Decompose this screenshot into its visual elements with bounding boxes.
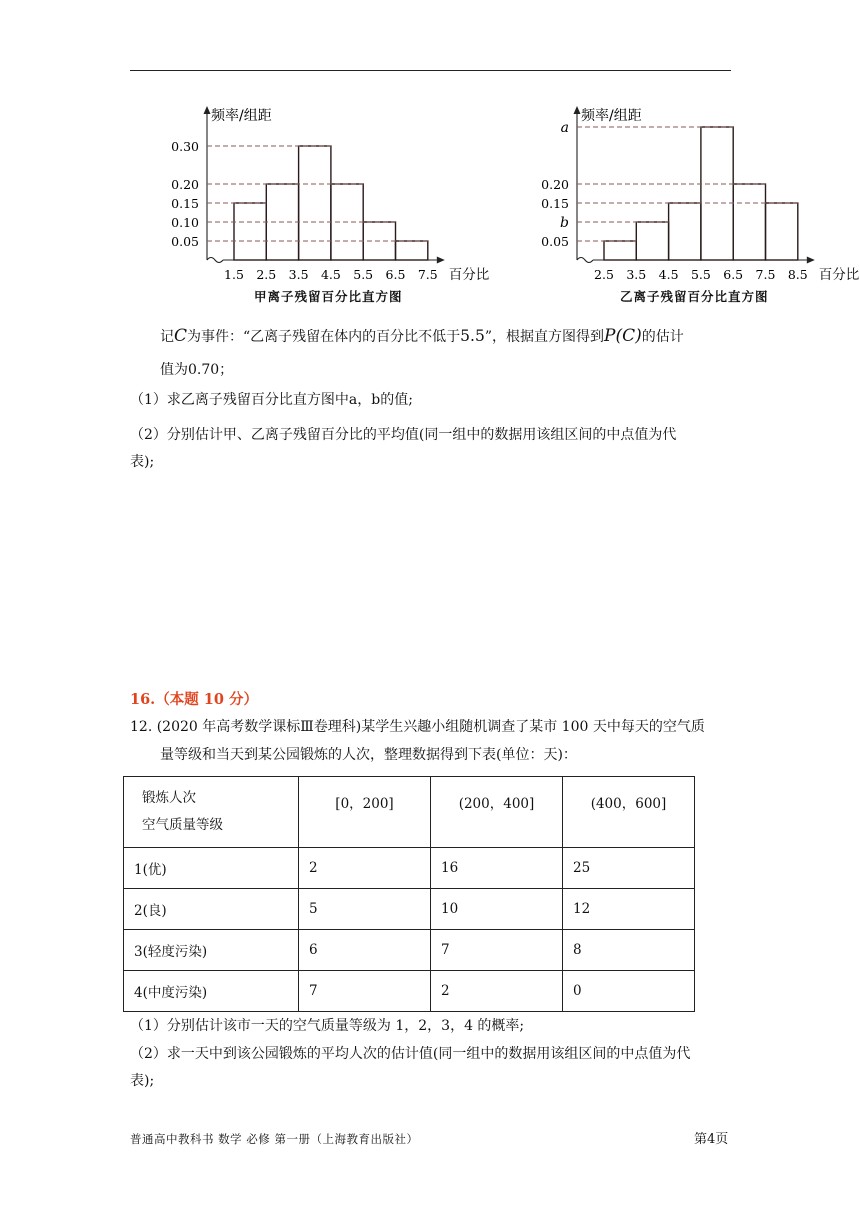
x-axis-label: 百分比 [448,267,490,283]
text-fragment: 的估计 [641,329,684,345]
y-tick-label: 0.05 [171,234,199,249]
histogram-bar [299,146,331,260]
question-1: （1）求乙离子残留百分比直方图中a，b的值; [130,392,413,408]
histogram-bar [669,203,701,260]
table-cell: 8 [563,930,695,971]
y-tick-label: 0.30 [171,139,199,154]
table-cell: 10 [431,889,563,930]
event-c-value: 值为0.70； [160,362,234,378]
table-corner-cell [124,777,299,848]
question-2-line2: 表); [130,454,155,470]
table-cell: 0 [563,971,695,1012]
row-label: 1(优) [124,848,299,889]
x-tick-label: 2.5 [256,267,277,282]
footer-page-number: 第4页 [694,1132,729,1147]
probability-symbol: P(C) [604,326,642,346]
table-cell: 16 [431,848,563,889]
axis-break-icon [207,258,223,263]
histogram-bar [636,222,668,260]
histogram-yi [530,100,860,285]
header-rule [130,70,731,71]
x-tick-label: 5.5 [353,267,374,282]
problem-12-line2: 量等级和当天到某公园锻炼的人次，整理数据得到下表(单位：天)： [160,747,577,763]
table-cell: 12 [563,889,695,930]
text-fragment: ”，根据直方图得到 [484,329,604,345]
y-axis-arrow-icon [204,106,211,114]
histogram-bar [733,184,765,260]
y-tick-label: 0.20 [541,177,569,192]
row-label: 3(轻度污染) [124,930,299,971]
histogram-bar [766,203,798,260]
x-tick-label: 3.5 [288,267,309,282]
table-row [124,848,695,889]
section-title: 16.（本题 10 分） [130,691,259,708]
text-fragment: 记 [160,329,174,345]
y-tick-label: 0.05 [541,234,569,249]
x-tick-label: 4.5 [658,267,679,282]
x-tick-label: 8.5 [787,267,808,282]
problem-12-line1: 12. (2020 年高考数学课标Ⅲ卷理科)某学生兴趣小组随机调查了某市 100 天中每天的空气质 [130,719,705,735]
question-4-line1: （2）求一天中到该公园锻炼的平均人次的估计值(同一组中的数据用该组区间的中点值为代 [130,1046,691,1062]
header-bottom-label: 空气质量等级 [142,817,223,833]
x-tick-label: 7.5 [417,267,438,282]
table-row [124,930,695,971]
table-cell: 2 [299,848,431,889]
table-cell: 5 [299,889,431,930]
x-axis-arrow-icon [437,257,445,264]
question-2-line1: （2）分别估计甲、乙离子残留百分比的平均值(同一组中的数据用该组区间的中点值为代 [130,427,677,443]
table-cell: 7 [431,930,563,971]
x-tick-label: 6.5 [723,267,744,282]
histogram-yi-svg [530,100,860,285]
threshold-number: 5.5 [460,327,485,345]
y-axis-arrow-icon [574,106,581,114]
header-top-label: 锻炼人次 [142,790,196,806]
x-tick-label: 6.5 [385,267,406,282]
question-3: （1）分别估计该市一天的空气质量等级为 1，2，3，4 的概率; [130,1018,525,1034]
y-axis-label: 频率/组距 [581,108,642,124]
x-axis-label: 百分比 [818,267,860,283]
histogram-jia-caption: 甲离子残留百分比直方图 [254,289,403,304]
histogram-yi-caption: 乙离子残留百分比直方图 [620,289,769,304]
y-tick-label: 0.10 [171,215,199,230]
table-cell: 2 [431,971,563,1012]
histogram-bar [701,127,733,260]
event-c-statement [160,326,684,347]
table-cell: 7 [299,971,431,1012]
x-tick-label: 7.5 [755,267,776,282]
x-tick-label: 2.5 [594,267,614,282]
row-label: 4(中度污染) [124,971,299,1012]
table-cell: 6 [299,930,431,971]
axis-break-icon [577,258,593,263]
table-header-row [124,777,695,848]
table-row [124,889,695,930]
y-tick-label: 0.15 [171,196,199,211]
histogram-jia-svg [160,100,500,285]
footer-book-title: 普通高中教科书 数学 必修 第一册（上海教育出版社） [130,1132,419,1146]
row-label: 2(良) [124,889,299,930]
event-symbol: C [174,326,188,346]
y-axis-label: 频率/组距 [211,108,272,124]
x-axis-arrow-icon [807,257,815,264]
table-col-header: [0，200] [299,777,431,848]
y-tick-label: b [560,215,569,231]
histogram-bar [604,241,636,260]
table-row [124,971,695,1012]
question-4-line2: 表); [130,1073,155,1089]
x-tick-label: 5.5 [690,267,711,282]
histogram-bar [234,203,266,260]
x-tick-label: 3.5 [626,267,647,282]
x-tick-label: 1.5 [224,267,244,282]
y-tick-label: 0.20 [171,177,199,192]
y-tick-label: a [560,120,569,136]
text-fragment: 为事件：“乙离子残留在体内的百分比不低于 [187,329,461,345]
histogram-bar [396,241,428,260]
x-tick-label: 4.5 [320,267,341,282]
table-col-header: (400，600] [563,777,695,848]
table-col-header: (200，400] [431,777,563,848]
air-quality-table [123,776,695,1012]
table-cell: 25 [563,848,695,889]
histogram-jia [160,100,500,285]
y-tick-label: 0.15 [541,196,569,211]
